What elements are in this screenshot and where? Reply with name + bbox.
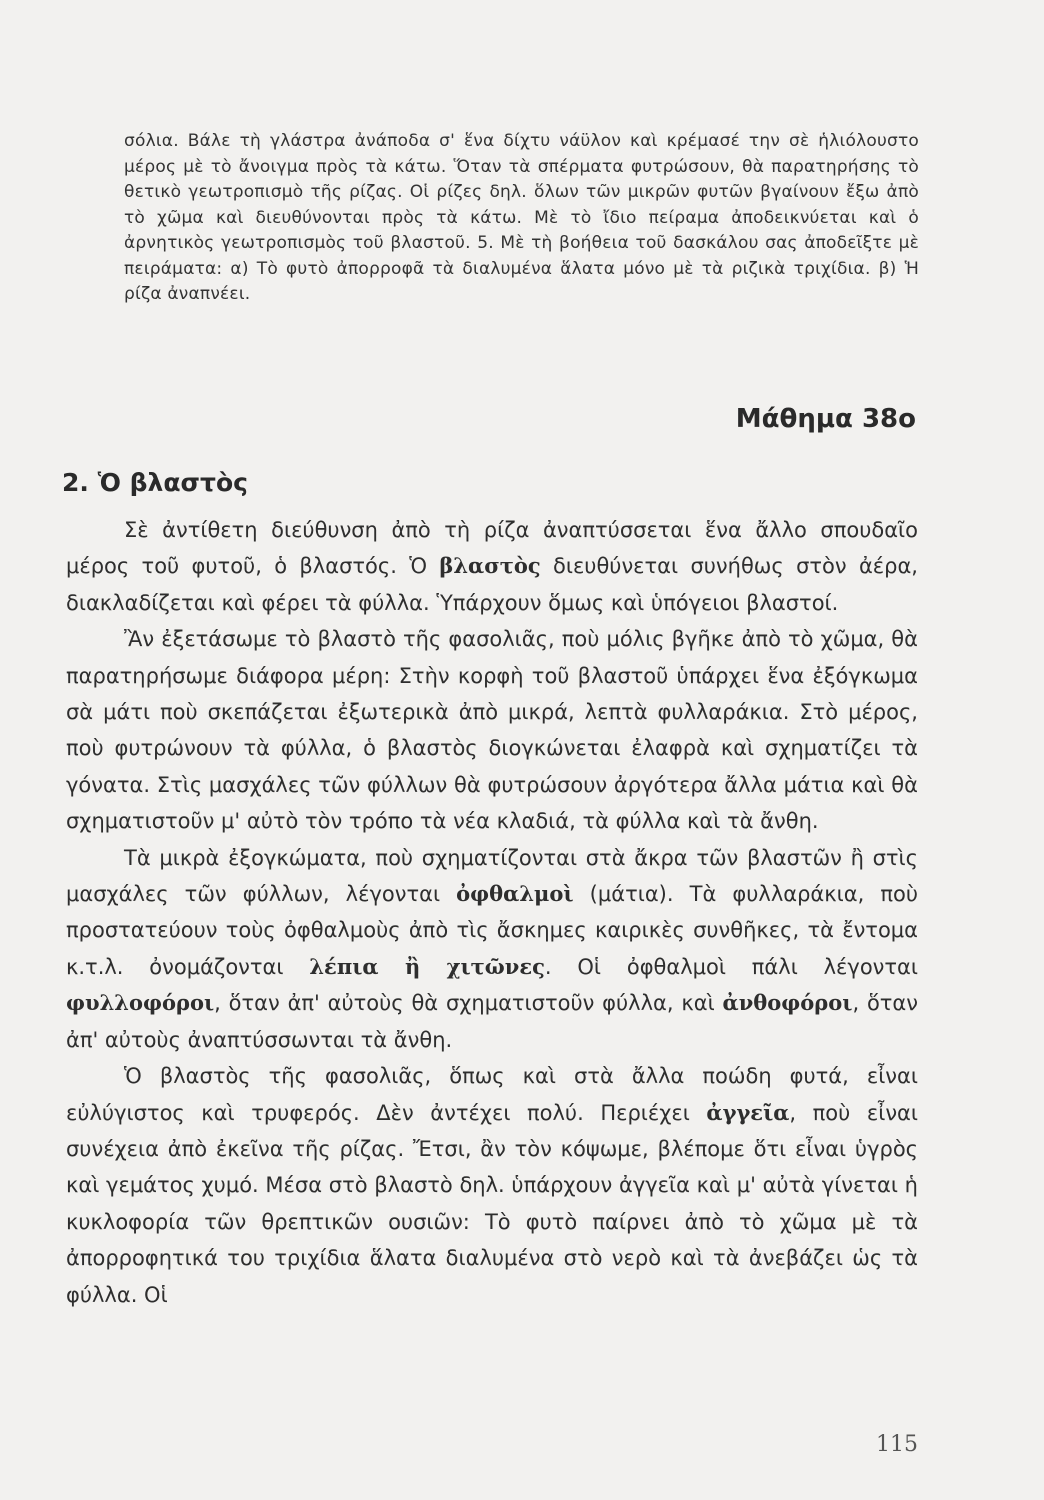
text-run: . Οἱ ὀφθαλμοὶ πάλι λέγονται — [544, 954, 918, 979]
text-run: , ὅταν ἀπ' αὐτοὺς θὰ σχηματιστοῦν φύλλα, καὶ — [214, 991, 723, 1016]
term-ofthalmoi: ὀφθαλμοὶ — [456, 881, 574, 907]
section-heading: 2. Ὁ βλαστὸς — [62, 468, 248, 497]
term-lepia: λέπια ἢ χιτῶνες — [309, 953, 545, 979]
text-run: διευθύνεται συνήθως στὸν ἀέρα, διακλαδίζεται καὶ φέρει τὰ φύλλα. Ὑπάρχουν ὅμως καὶ ὑπόγειοι βλαστοί. — [66, 554, 918, 615]
page-number: 115 — [876, 1432, 918, 1457]
term-anthoforoi: ἀνθοφόροι — [722, 990, 853, 1016]
term-vlastos: βλαστὸς — [439, 553, 541, 579]
text-run: , ὅταν ἀπ' αὐτοὺς ἀναπτύσσωνται τὰ ἄνθη. — [66, 991, 919, 1052]
paragraph-3 — [66, 840, 918, 1058]
text-run: , ποὺ εἶναι συνέχεια ἀπὸ ἐκεῖνα τῆς ρίζας. Ἔτσι, ἂν τὸν κόψωμε, βλέπομε ὅτι εἶναι ὑγρὸς καὶ γεμάτος χυμό. Μέσα στὸ βλαστὸ δηλ. ὑπάρχουν ἀγγεῖα καὶ μ' αὐτὰ γίνεται ἡ κυκλοφορία τῶν θρεπτικῶν ουσιῶν: Τὸ φυτὸ παίρνει ἀπὸ τὸ χῶμα μὲ τὰ ἀπορροφητικά του τριχίδια ἅλατα διαλυμένα στὸ νερὸ καὶ τὰ ἀνεβάζει ὡς τὰ φύλλα. Οἱ — [66, 1100, 918, 1307]
body-text — [66, 512, 918, 1313]
term-fylloforoi: φυλλοφόροι — [66, 990, 215, 1016]
paragraph-1 — [66, 512, 918, 621]
top-paragraph — [124, 129, 919, 308]
lesson-heading: Μάθημα 38ο — [735, 404, 916, 434]
paragraph-4 — [66, 1058, 918, 1313]
text-run: Ὁ βλαστὸς τῆς φασολιᾶς, ὅπως καὶ στὰ ἄλλα ποώδη φυτά, εἶναι εὐλύγιστος καὶ τρυφερός. Δὲν ἀντέχει πολύ. Περιέχει — [66, 1064, 918, 1125]
text-run: (μάτια). Τὰ φυλλαράκια, ποὺ προστατεύουν τοὺς ὀφθαλμοὺς ἀπὸ τὶς ἄσκημες καιρικὲς συνθῆκες, τὰ ἔντομα κ.τ.λ. ὀνομάζονται — [66, 882, 918, 979]
text-run: Σὲ ἀντίθετη διεύθυνση ἀπὸ τὴ ρίζα ἀναπτύσσεται ἕνα ἄλλο σπουδαῖο μέρος τοῦ φυτοῦ, ὁ βλαστός. Ὁ — [66, 518, 918, 579]
top-paragraph-text: σόλια. Βάλε τὴ γλάστρα ἀνάποδα σ' ἕνα δίχτυ νάϋλον καὶ κρέμασέ την σὲ ἡλιόλουστο μέρος μὲ τὸ ἄνοιγμα πρὸς τὰ κάτω. Ὅταν τὰ σπέρματα φυτρώσουν, θὰ παρατηρήσης τὸ θετικὸ γεωτροπισμὸ τῆς ρίζας. Οἱ ρίζες δηλ. ὅλων τῶν μικρῶν φυτῶν βγαίνουν ἔξω ἀπὸ τὸ χῶμα καὶ διευθύνονται πρὸς τὰ κάτω. Μὲ τὸ ἴδιο πείραμα ἀποδεικνύεται καὶ ὁ ἀρνητικὸς γεωτροπισμὸς τοῦ βλαστοῦ. 5. Μὲ τὴ βοήθεια τοῦ δασκάλου σας ἀποδεῖξτε μὲ πειράματα: α) Τὸ φυτὸ ἀπορροφᾶ τὰ διαλυμένα ἅλατα μόνο μὲ τὰ ριζικὰ τριχίδια. β) Ἡ ρίζα ἀναπνέει. — [124, 131, 919, 304]
paragraph-2: Ἂν ἐξετάσωμε τὸ βλαστὸ τῆς φασολιᾶς, ποὺ μόλις βγῆκε ἀπὸ τὸ χῶμα, θὰ παρατηρήσωμε διάφορα μέρη: Στὴν κορφὴ τοῦ βλαστοῦ ὑπάρχει ἕνα ἐξόγκωμα σὰ μάτι ποὺ σκεπάζεται ἐξωτερικὰ ἀπὸ μικρά, λεπτὰ φυλλαράκια. Στὸ μέρος, ποὺ φυτρώνουν τὰ φύλλα, ὁ βλαστὸς διογκώνεται ἐλαφρὰ καὶ σχηματίζει τὰ γόνατα. Στὶς μασχάλες τῶν φύλλων θὰ φυτρώσουν ἀργότερα ἄλλα μάτια καὶ θὰ σχηματιστοῦν μ' αὐτὸ τὸν τρόπο τὰ νέα κλαδιά, τὰ φύλλα καὶ τὰ ἄνθη. — [66, 627, 918, 834]
text-run: Τὰ μικρὰ ἐξογκώματα, ποὺ σχηματίζονται στὰ ἄκρα τῶν βλαστῶν ἢ στὶς μασχάλες τῶν φύλλων, λέγονται — [66, 845, 918, 907]
term-angeia: ἀγγεῖα — [706, 1099, 790, 1125]
